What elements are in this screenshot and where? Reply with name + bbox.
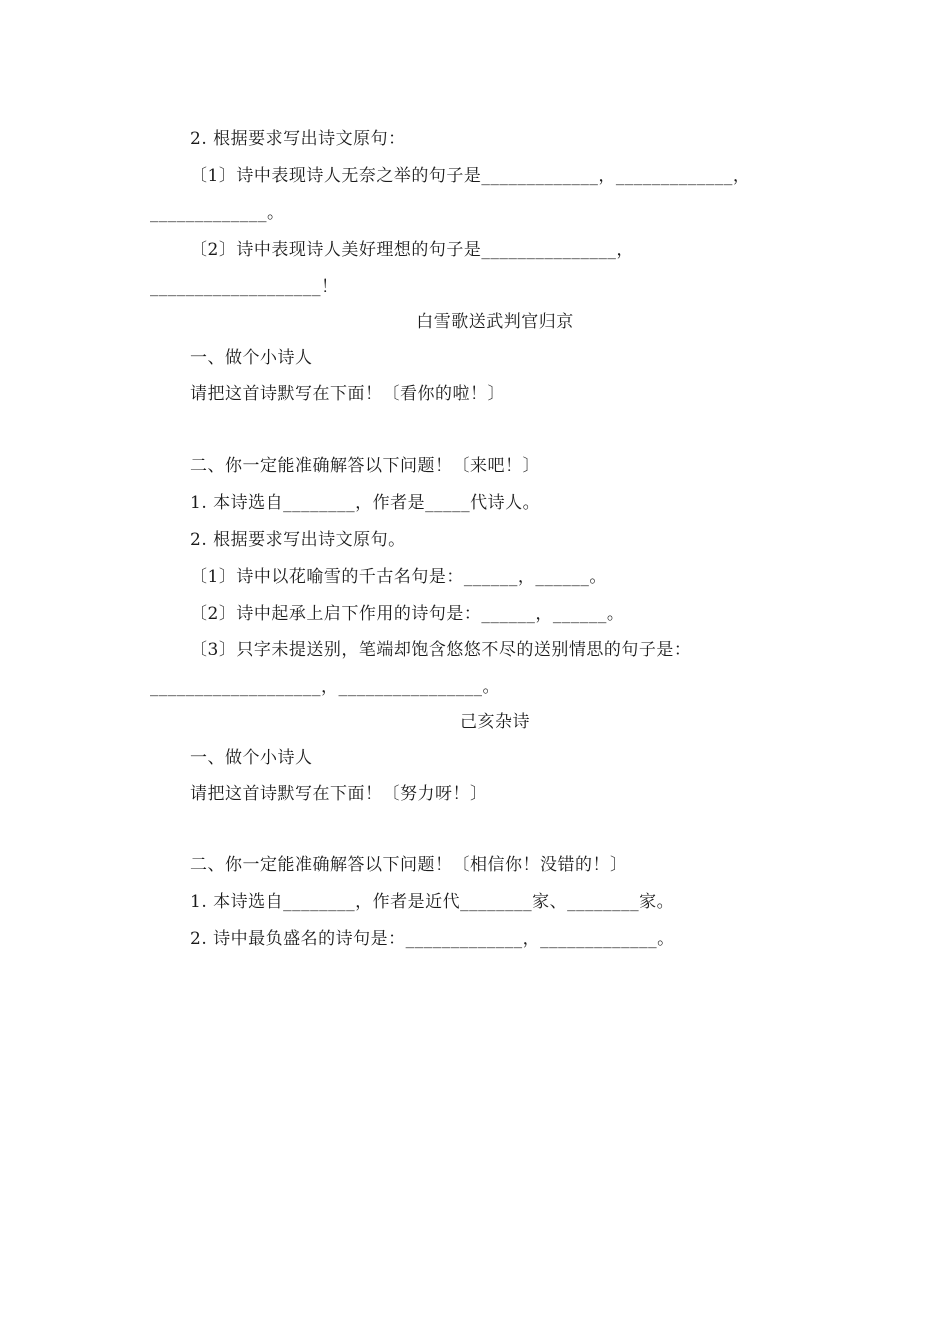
s2-q2-heading: 2. 根据要求写出诗文原句。 <box>190 530 406 550</box>
s2-q2-2: 〔2〕诗中起承上启下作用的诗句是：______，______。 <box>190 604 625 624</box>
s2-q2-3-line1: 〔3〕只字未提送别，笔端却饱含悠悠不尽的送别情思的句子是： <box>190 640 692 660</box>
s1-q2-2-line1: 〔2〕诗中表现诗人美好理想的句子是_______________， <box>190 240 634 260</box>
s2-part2-heading: 二、你一定能准确解答以下问题！〔来吧！〕 <box>190 456 540 476</box>
s3-title: 己亥杂诗 <box>460 712 530 732</box>
s3-q1: 1. 本诗选自________，作者是近代________家、________家。 <box>190 892 675 912</box>
s3-part2-heading: 二、你一定能准确解答以下问题！〔相信你！没错的！〕 <box>190 855 628 875</box>
s2-part1-heading: 一、做个小诗人 <box>190 348 313 368</box>
s2-title: 白雪歌送武判官归京 <box>416 312 574 332</box>
s1-q2-1-line1: 〔1〕诗中表现诗人无奈之举的句子是_____________，_____________， <box>190 166 751 186</box>
s3-q2: 2. 诗中最负盛名的诗句是：_____________，_____________。 <box>190 929 675 949</box>
s2-q1: 1. 本诗选自________，作者是_____代诗人。 <box>190 493 541 513</box>
s2-q2-3-line2: ___________________，________________。 <box>150 677 500 697</box>
s1-q2-heading: 2. 根据要求写出诗文原句： <box>190 129 406 149</box>
s1-q2-1-line2: _____________。 <box>150 203 285 223</box>
s1-q2-2-line2: ___________________！ <box>150 277 339 297</box>
s2-q2-1: 〔1〕诗中以花喻雪的千古名句是：______，______。 <box>190 567 607 587</box>
s3-part1-heading: 一、做个小诗人 <box>190 748 313 768</box>
s3-part1-instruction: 请把这首诗默写在下面！〔努力呀！〕 <box>190 784 488 804</box>
s2-part1-instruction: 请把这首诗默写在下面！〔看你的啦！〕 <box>190 384 505 404</box>
